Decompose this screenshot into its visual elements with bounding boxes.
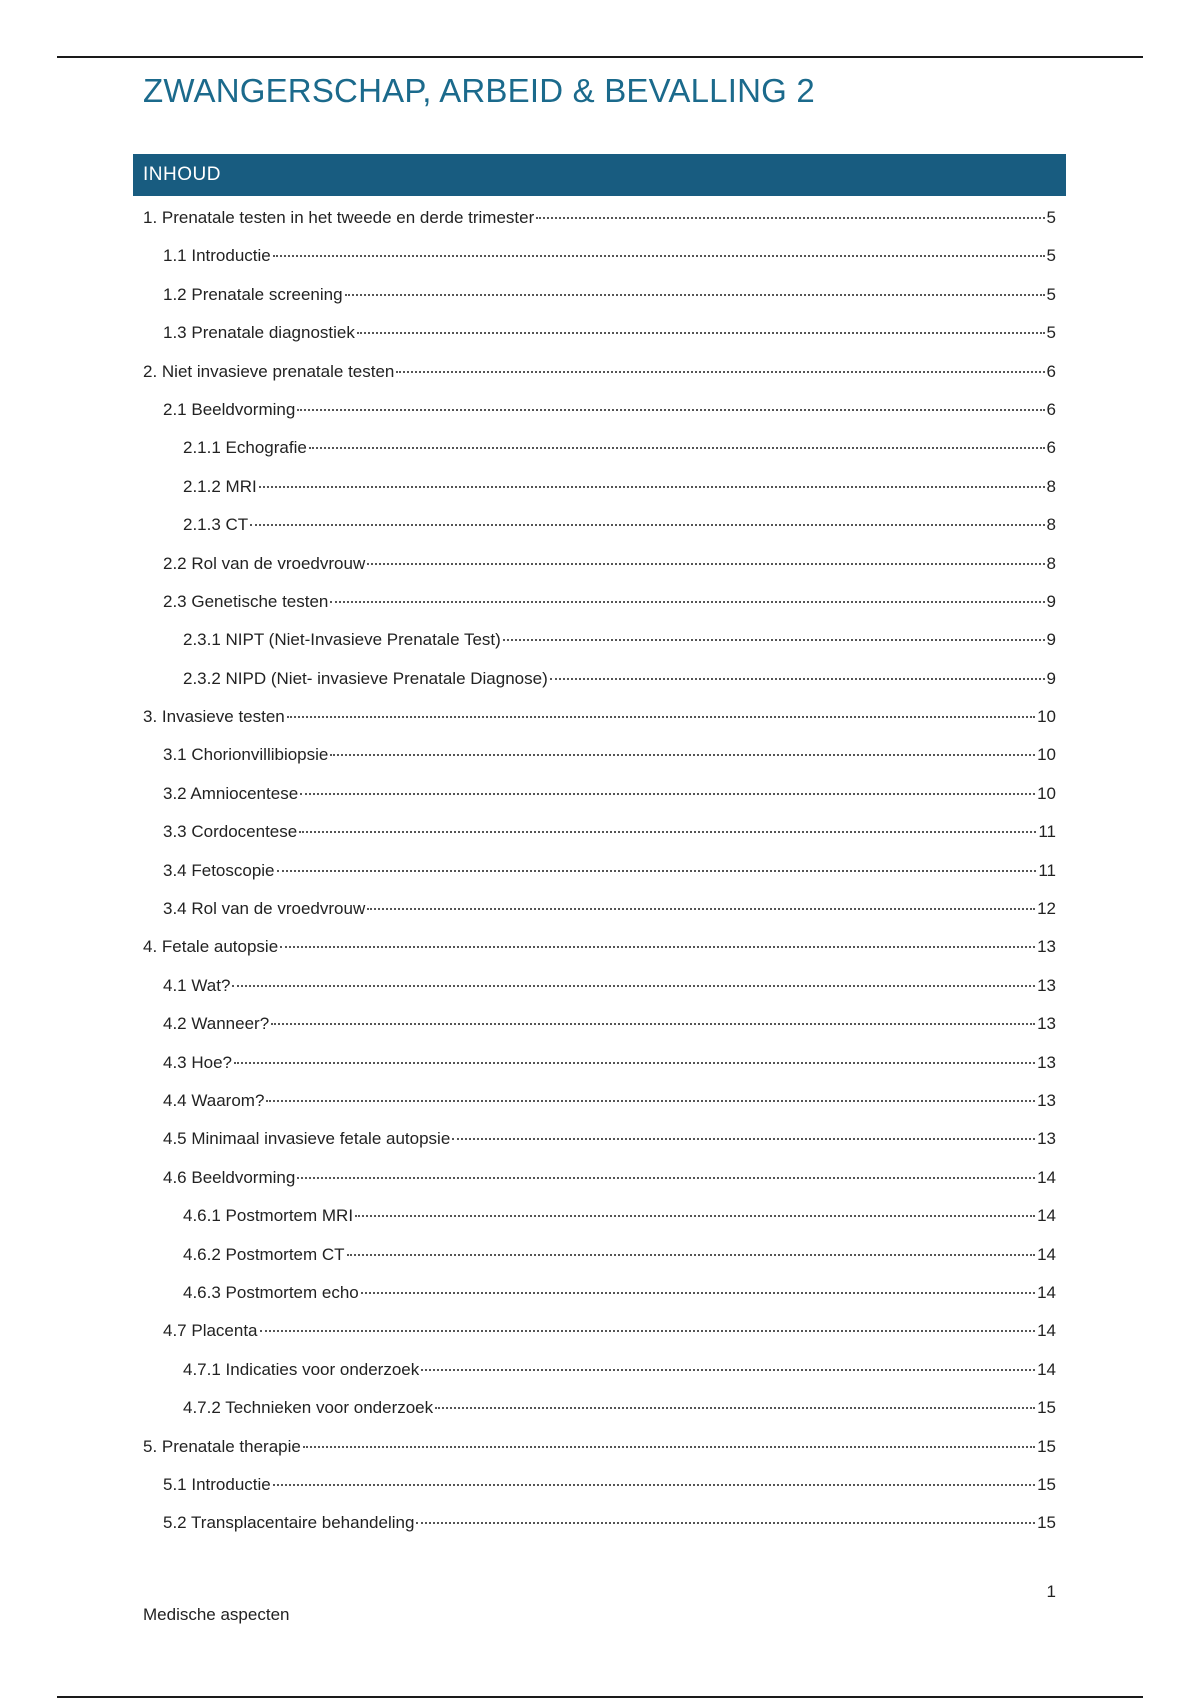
toc-entry[interactable] xyxy=(143,967,1056,1005)
toc-entry-page: 9 xyxy=(1046,630,1056,650)
toc-dot-leader xyxy=(259,486,1045,488)
toc-dot-leader xyxy=(355,1215,1035,1217)
toc-entry[interactable] xyxy=(143,621,1056,659)
toc-entry-page: 14 xyxy=(1037,1321,1056,1341)
toc-entry-page: 14 xyxy=(1037,1282,1056,1302)
toc-entry-label: 5.1 Introductie xyxy=(163,1474,271,1494)
toc-entry-page: 9 xyxy=(1046,591,1056,611)
toc-entry[interactable] xyxy=(143,237,1056,275)
toc-entry-label: 2. Niet invasieve prenatale testen xyxy=(143,361,395,381)
toc-entry[interactable] xyxy=(143,1428,1056,1466)
toc-dot-leader xyxy=(287,716,1035,718)
toc-entry-page: 5 xyxy=(1046,284,1056,304)
toc-dot-leader xyxy=(299,831,1036,833)
toc-dot-leader xyxy=(280,946,1035,948)
toc-entry-page: 5 xyxy=(1046,208,1056,227)
toc-entry[interactable] xyxy=(143,276,1056,314)
toc-entry-label: 3. Invasieve testen xyxy=(143,707,285,727)
toc-dot-leader xyxy=(416,1522,1035,1524)
toc-entry-page: 8 xyxy=(1046,476,1056,496)
toc-entry-label: 1.1 Introductie xyxy=(163,246,271,266)
toc-entry-page: 10 xyxy=(1037,745,1056,765)
toc-entry[interactable] xyxy=(143,353,1056,391)
toc-entry-page: 5 xyxy=(1046,246,1056,266)
toc-dot-leader xyxy=(297,409,1044,411)
toc-dot-leader xyxy=(361,1292,1035,1294)
toc-entry-label: 4.7.2 Technieken voor onderzoek xyxy=(183,1398,434,1418)
toc-entry-label: 4.6 Beeldvorming xyxy=(163,1167,296,1187)
toc-entry-label: 4.6.2 Postmortem CT xyxy=(183,1244,345,1264)
toc-entry-page: 8 xyxy=(1046,515,1056,535)
toc-entry-page: 14 xyxy=(1037,1359,1056,1379)
toc-entry[interactable] xyxy=(143,813,1056,851)
toc-entry-page: 5 xyxy=(1046,323,1056,343)
toc-entry-label: 2.2 Rol van de vroedvrouw xyxy=(163,553,366,573)
toc-entry-label: 4.6.1 Postmortem MRI xyxy=(183,1206,354,1226)
toc-entry-page: 15 xyxy=(1037,1436,1056,1456)
toc-entry-page: 13 xyxy=(1037,1052,1056,1072)
toc-entry-label: 4.3 Hoe? xyxy=(163,1052,232,1072)
toc-entry[interactable] xyxy=(143,506,1056,544)
toc-entry[interactable] xyxy=(143,1120,1056,1158)
toc-dot-leader xyxy=(297,1177,1035,1179)
toc-dot-leader xyxy=(503,639,1045,641)
toc-entry[interactable] xyxy=(143,1466,1056,1504)
toc-dot-leader xyxy=(232,985,1035,987)
toc-entry-page: 10 xyxy=(1037,783,1056,803)
toc-entry-label: 3.2 Amniocentese xyxy=(163,783,299,803)
toc-entry-page: 14 xyxy=(1037,1167,1056,1187)
toc-entry-label: 5. Prenatale therapie xyxy=(143,1436,301,1456)
toc-entry-page: 6 xyxy=(1046,399,1056,419)
toc-entry[interactable] xyxy=(143,429,1056,467)
toc-dot-leader xyxy=(347,1254,1036,1256)
toc-dot-leader xyxy=(234,1062,1035,1064)
toc-entry-page: 13 xyxy=(1037,1129,1056,1149)
toc-entry-page: 15 xyxy=(1037,1513,1056,1533)
toc-entry-page: 11 xyxy=(1038,822,1056,842)
toc-entry-page: 9 xyxy=(1046,668,1056,688)
toc-dot-leader xyxy=(309,447,1045,449)
toc-dot-leader xyxy=(273,255,1045,257)
toc-dot-leader xyxy=(452,1138,1035,1140)
toc-entry[interactable] xyxy=(143,890,1056,928)
toc-entry[interactable] xyxy=(143,928,1056,966)
toc-entry-label: 3.4 Fetoscopie xyxy=(163,860,275,880)
toc-dot-leader xyxy=(435,1407,1035,1409)
toc-entry-page: 14 xyxy=(1037,1244,1056,1264)
toc-entry-label: 3.4 Rol van de vroedvrouw xyxy=(163,899,366,919)
toc-entry-page: 13 xyxy=(1037,1014,1056,1034)
toc-dot-leader xyxy=(357,332,1045,334)
toc-entry[interactable] xyxy=(143,736,1056,774)
document-title: ZWANGERSCHAP, ARBEID & BEVALLING 2 xyxy=(143,72,815,109)
toc-dot-leader xyxy=(300,793,1035,795)
toc-entry-label: 4.5 Minimaal invasieve fetale autopsie xyxy=(163,1129,451,1149)
toc-entry-page: 13 xyxy=(1037,1090,1056,1110)
toc-entry-label: 2.1.2 MRI xyxy=(183,476,257,496)
toc-dot-leader xyxy=(421,1369,1035,1371)
toc-dot-leader xyxy=(250,524,1044,526)
toc-entry-label: 3.3 Cordocentese xyxy=(163,822,298,842)
toc-entry[interactable] xyxy=(143,1197,1056,1235)
toc-entry-page: 15 xyxy=(1037,1398,1056,1418)
toc-entry[interactable] xyxy=(143,1389,1056,1427)
toc-entry-label: 2.3 Genetische testen xyxy=(163,591,329,611)
toc-entry-label: 4.2 Wanneer? xyxy=(163,1014,270,1034)
toc-dot-leader xyxy=(260,1330,1036,1332)
toc-entry[interactable] xyxy=(143,852,1056,890)
toc-entry[interactable] xyxy=(143,468,1056,506)
toc-entry[interactable] xyxy=(143,199,1056,237)
toc-entry-label: 4.7 Placenta xyxy=(163,1321,258,1341)
toc-entry[interactable] xyxy=(143,1236,1056,1274)
toc-entry-label: 4.1 Wat? xyxy=(163,975,231,995)
toc-entry-label: 4.4 Waarom? xyxy=(163,1090,265,1110)
toc-entry[interactable] xyxy=(143,583,1056,621)
toc-entry-page: 8 xyxy=(1046,553,1056,573)
toc-entry-page: 11 xyxy=(1038,860,1056,880)
toc-entry-label: 4.6.3 Postmortem echo xyxy=(183,1282,359,1302)
toc-dot-leader xyxy=(367,908,1035,910)
toc-entry-page: 6 xyxy=(1046,361,1056,381)
toc-entry-label: 1.2 Prenatale screening xyxy=(163,284,343,304)
toc-entry[interactable] xyxy=(143,1082,1056,1120)
toc-dot-leader xyxy=(330,754,1035,756)
toc-entry-label: 2.3.1 NIPT (Niet-Invasieve Prenatale Test) xyxy=(183,630,501,650)
toc-entry-page: 15 xyxy=(1037,1474,1056,1494)
toc-dot-leader xyxy=(396,371,1044,373)
bottom-rule xyxy=(57,1696,1143,1698)
toc-entry[interactable] xyxy=(143,1312,1056,1350)
toc-entry-page: 12 xyxy=(1037,899,1056,919)
toc-dot-leader xyxy=(550,678,1045,680)
toc-entry[interactable] xyxy=(143,775,1056,813)
toc-dot-leader xyxy=(367,563,1044,565)
toc-heading: INHOUD xyxy=(133,154,1066,196)
top-rule xyxy=(57,56,1143,58)
toc-dot-leader xyxy=(277,870,1037,872)
toc-dot-leader xyxy=(536,217,1044,219)
toc-entry-label: 1. Prenatale testen in het tweede en derde trimester xyxy=(143,208,535,227)
toc-entry-page: 13 xyxy=(1037,937,1056,957)
toc-dot-leader xyxy=(303,1446,1035,1448)
toc-entry[interactable] xyxy=(143,1005,1056,1043)
toc-entry[interactable] xyxy=(143,1274,1056,1312)
toc-entry-label: 4. Fetale autopsie xyxy=(143,937,279,957)
toc-entry-label: 1.3 Prenatale diagnostiek xyxy=(163,323,355,343)
toc-entry-page: 6 xyxy=(1046,438,1056,458)
toc-entry[interactable] xyxy=(143,1159,1056,1197)
toc-entry[interactable] xyxy=(143,545,1056,583)
toc-entry[interactable] xyxy=(143,391,1056,429)
toc-entry-page: 10 xyxy=(1037,707,1056,727)
toc-dot-leader xyxy=(266,1100,1035,1102)
toc-entry[interactable] xyxy=(143,1504,1056,1542)
toc-dot-leader xyxy=(271,1023,1035,1025)
toc-entry-label: 2.1.1 Echografie xyxy=(183,438,307,458)
toc-entry-page: 13 xyxy=(1037,975,1056,995)
toc-entry-label: 2.3.2 NIPD (Niet- invasieve Prenatale Diagnose) xyxy=(183,668,548,688)
toc-entry-page: 14 xyxy=(1037,1206,1056,1226)
toc-dot-leader xyxy=(330,601,1044,603)
toc-entry-label: 2.1.3 CT xyxy=(183,515,249,535)
toc-entry-label: 4.7.1 Indicaties voor onderzoek xyxy=(183,1359,420,1379)
toc-entry-label: 2.1 Beeldvorming xyxy=(163,399,296,419)
toc-entry[interactable] xyxy=(143,1351,1056,1389)
toc-entry[interactable] xyxy=(143,660,1056,698)
toc-entry[interactable] xyxy=(143,1044,1056,1082)
toc-entry[interactable] xyxy=(143,314,1056,352)
toc-entry[interactable] xyxy=(143,698,1056,736)
toc-dot-leader xyxy=(345,294,1045,296)
toc-entry-label: 5.2 Transplacentaire behandeling xyxy=(163,1513,415,1533)
page-number: 1 xyxy=(1046,1582,1056,1601)
footer-text: Medische aspecten xyxy=(143,1605,290,1624)
toc-dot-leader xyxy=(273,1484,1035,1486)
toc-entry-label: 3.1 Chorionvillibiopsie xyxy=(163,745,329,765)
table-of-contents xyxy=(143,199,1056,1543)
